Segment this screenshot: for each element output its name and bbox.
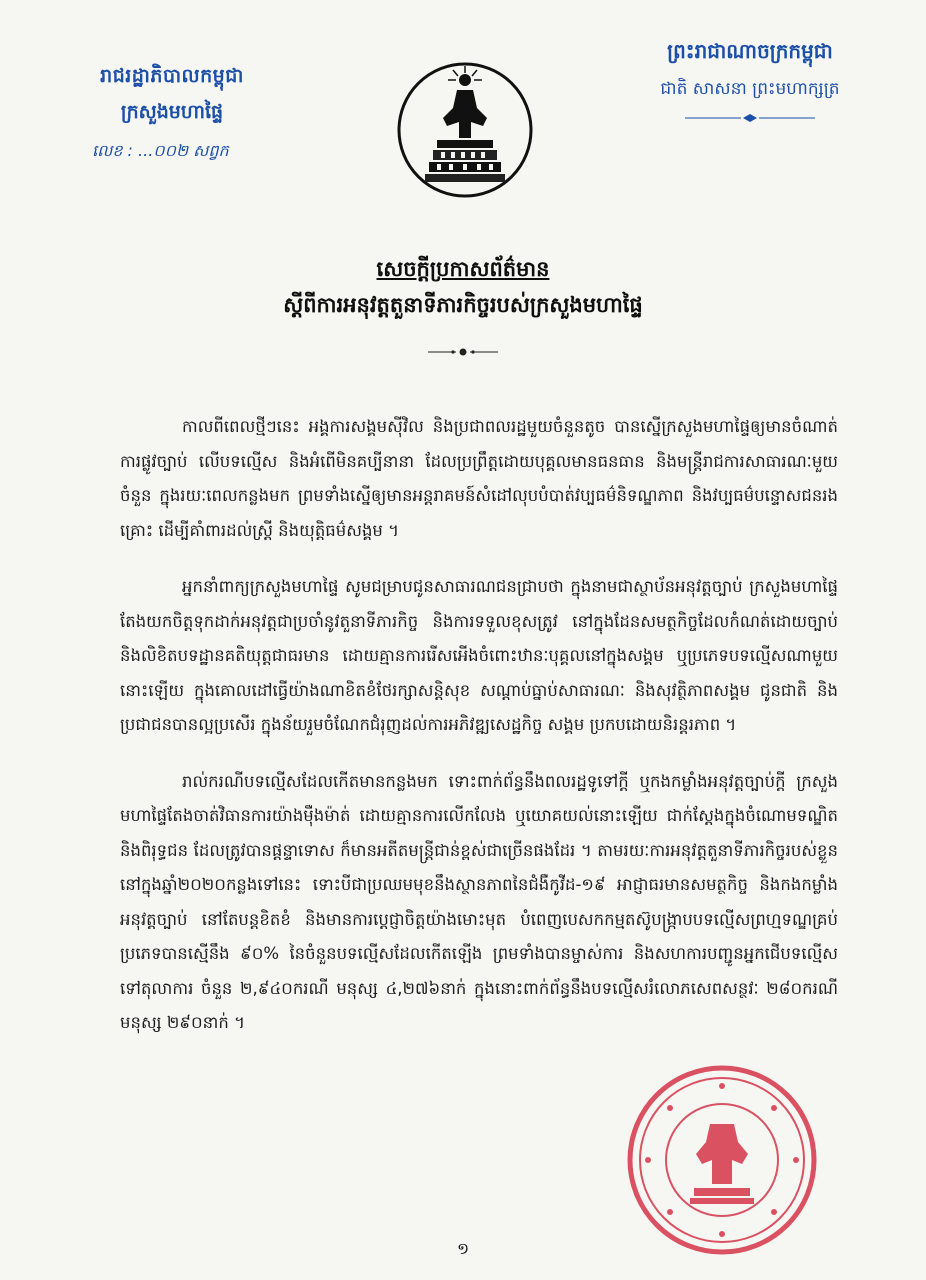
ornament-divider-icon: [685, 113, 815, 123]
ministry-name: ក្រសួងមហាផ្ទៃ: [120, 101, 224, 123]
government-name: រាជរដ្ឋាភិបាលកម្ពុជា: [100, 65, 244, 87]
paragraph-1: កាលពីពេលថ្មីៗនេះ អង្គការសង្គមស៊ីវិល និងប្រជាពលរដ្ឋមួយចំនួនតូច បានស្នើក្រសួងមហាផ្ទៃឲ្យមានចំណាត់ការផ្លូវច្បាប់ លើបទល្មើស និងអំពើមិនគប្បីនានា ដែលប្រព្រឹត្តដោយបុគ្គលមានធនធាន និងមន្ត្រីរាជការសាធារណៈមួយចំនួន ក្នុងរយៈពេលកន្លងមក ព្រមទាំងស្នើឲ្យមានអន្តរាគមន៍សំដៅលុបបំបាត់វប្បធម៌និទណ្ឌភាព និងវប្បធម៌បន្ទោសជនរងគ្រោះ ដើម្បីគាំពារដល់ស្ត្រី និងយុត្តិធម៌សង្គម ។: [120, 417, 838, 540]
kingdom-header: [610, 38, 890, 127]
paragraph-3: រាល់ករណីបទល្មើសដែលកើតមានកន្លងមក ទោះពាក់ព័ន្ធនឹងពលរដ្ឋទូទៅក្តី ឬកងកម្លាំងអនុវត្តច្បាប់ក្តី ក្រសួងមហាផ្ទៃតែងចាត់វិធានការយ៉ាងម៉ឺងម៉ាត់ ដោយគ្មានការលើកលែង ឬយោគយល់នោះឡើយ ជាក់ស្តែងក្នុងចំណោមទណ្ឌិត និងពិរុទ្ធជន ដែលត្រូវបានផ្តន្ទាទោស ក៏មានអតីតមន្ត្រីជាន់ខ្ពស់ជាច្រើនផងដែរ ។ តាមរយៈការអនុវត្តតួនាទីភារកិច្ចរបស់ខ្លួន នៅក្នុងឆ្នាំ២០២០កន្លងទៅនេះ ទោះបីជាប្រឈមមុខនឹងស្ថានភាពនៃជំងឺកូវីដ-១៩ អាជ្ញាធរមានសមត្ថកិច្ច និងកងកម្លាំងអនុវត្តច្បាប់ នៅតែបន្តខិតខំ និងមានការប្តេជ្ញាចិត្តយ៉ាងមោះមុត បំពេញបេសកកម្មតស៊ូបង្ក្រាបបទល្មើសព្រហ្មទណ្ឌគ្រប់ប្រភេទបានស្មើនឹង ៩០% នៃចំនួនបទល្មើសដែលកើតឡើង ព្រមទាំងបានម្ចាស់ការ និងសហការបញ្ជូនអ្នកជើបទល្មើសទៅតុលាការ ចំនួន ២,៩៤០ករណី មនុស្ស ៤,២៧៦នាក់ ក្នុងនោះពាក់ព័ន្ធនឹងបទល្មើសរំលោភសេពសន្ថវៈ ២៨០ករណី មនុស្ស ២៩០នាក់ ។: [120, 771, 838, 1032]
document-title: សេចក្តីប្រកាសព័ត៌មាន: [376, 257, 550, 281]
national-motto: ជាតិ សាសនា ព្រះមហាក្សត្រ: [660, 79, 840, 99]
reference-number: លេខ : ...០០២ សព្វក: [92, 141, 229, 160]
ministry-header: [62, 64, 282, 164]
official-stamp-icon: [624, 1062, 820, 1258]
paragraph-2: អ្នកនាំពាក្យក្រសួងមហាផ្ទៃ សូមជម្រាបជូនសាធារណជនជ្រាបថា ក្នុងនាមជាស្ថាប័នអនុវត្តច្បាប់ ក្រសួងមហាផ្ទៃ តែងយកចិត្តទុកដាក់អនុវត្តជាប្រចាំនូវតួនាទីភារកិច្ច និងការទទួលខុសត្រូវ នៅក្នុងដែនសមត្ថកិច្ចដែលកំណត់ដោយច្បាប់ និងលិខិតបទដ្ឋានគតិយុត្តជាធរមាន ដោយគ្មានការរើសអើងចំពោះឋានៈបុគ្គលនៅក្នុងសង្គម ឬប្រភេទបទល្មើសណាមួយនោះឡើយ ក្នុងគោលដៅធ្វើយ៉ាងណាខិតខំថែរក្សាសន្តិសុខ សណ្តាប់ធ្នាប់សាធារណៈ និងសុវត្ថិភាពសង្គម ជូនជាតិ និងប្រជាជនបានល្អប្រសើរ ក្នុងន័យរួមចំណែកជំរុញដល់ការអភិវឌ្ឍសេដ្ឋកិច្ច សង្គម ប្រកបដោយនិរន្តរភាព ។: [120, 577, 838, 734]
page-number: ១: [456, 1239, 470, 1258]
ministry-emblem-icon: [395, 60, 535, 200]
title-divider-icon: [428, 346, 498, 358]
statement-body: [120, 410, 838, 1063]
document-subtitle: ស្តីពីការអនុវត្តតួនាទីភារកិច្ចរបស់ក្រសួងមហាផ្ទៃ: [283, 293, 643, 317]
kingdom-name: ព្រះរាជាណាចក្រកម្ពុជា: [667, 39, 833, 63]
